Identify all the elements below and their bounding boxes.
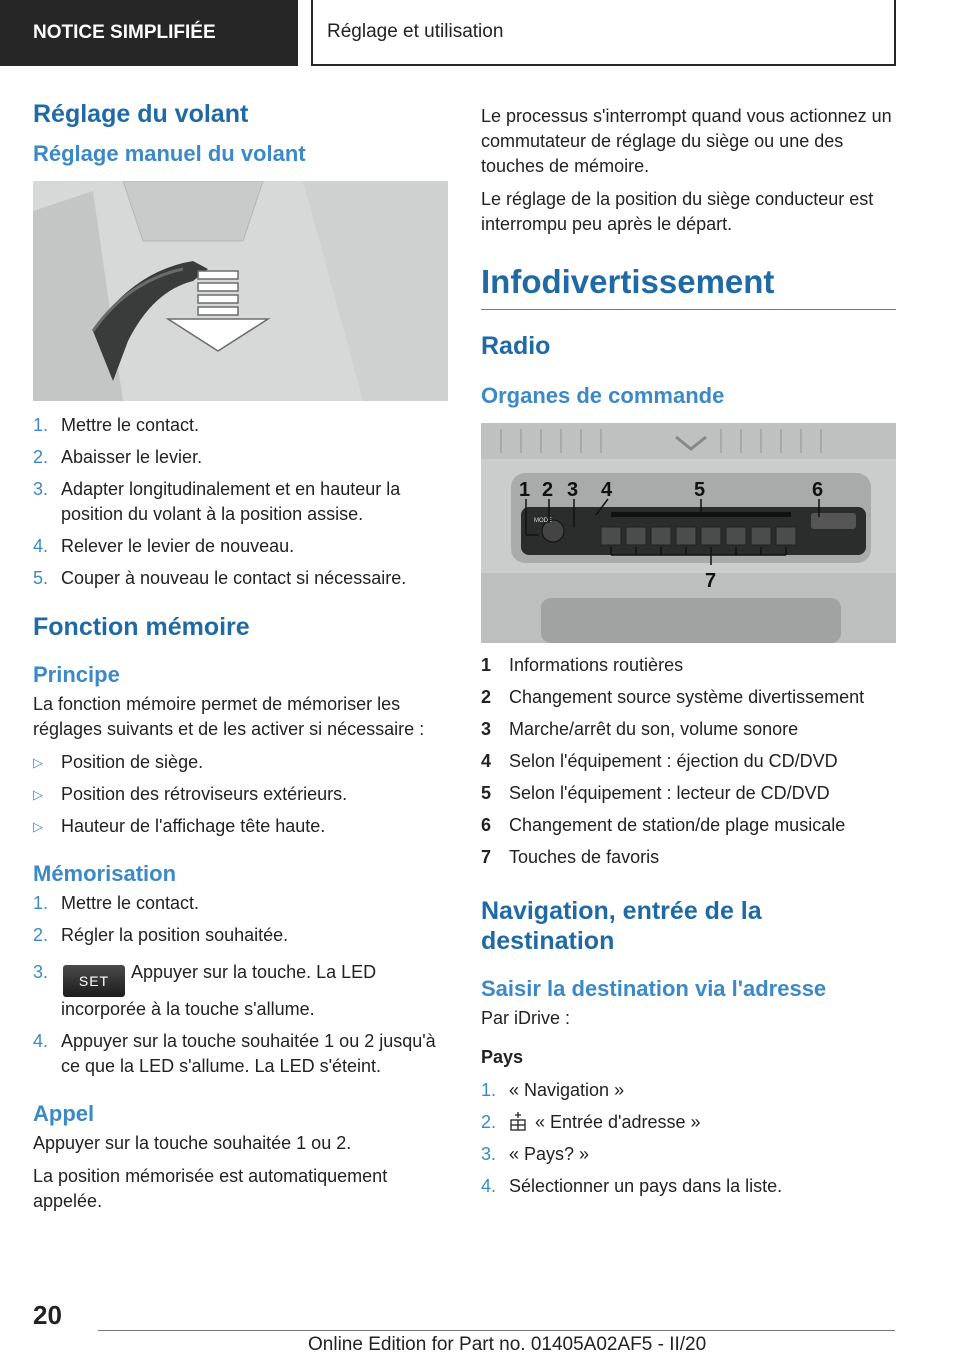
legend-key: 7	[481, 847, 492, 867]
callout-4: 4	[601, 479, 613, 501]
step-text: Adapter longitudinalement et en hauteur la position du volant à la position assise.	[61, 479, 401, 524]
step-number: 1.	[33, 893, 49, 913]
list-item	[481, 781, 896, 806]
callout-6: 6	[812, 479, 824, 501]
step-number: 4.	[33, 536, 49, 556]
list-item	[481, 685, 896, 710]
list-item	[33, 750, 448, 775]
step-text: Mettre le contact.	[61, 415, 200, 435]
legend-text: Selon l'équipement : éjection du CD/DVD	[509, 751, 838, 771]
step-number: 1.	[481, 1080, 497, 1100]
list-item	[33, 534, 448, 559]
list-item	[481, 813, 896, 838]
step-text: Mettre le contact.	[61, 893, 200, 913]
heading-reglage-manuel: Réglage manuel du volant	[33, 141, 306, 166]
bullet-text: Position de siège.	[61, 752, 204, 772]
par-idrive-text: Par iDrive :	[481, 1008, 571, 1028]
list-item	[481, 749, 896, 774]
principe-paragraph: La fonction mémoire permet de mémoriser les réglages suivants et de les activer si nécessaire :	[33, 694, 425, 739]
heading-memorisation: Mémorisation	[33, 861, 177, 886]
heading-navigation: Navigation, entrée de la destination	[481, 897, 762, 955]
bullet-text: Hauteur de l'affichage tête haute.	[61, 816, 326, 836]
legend-key: 3	[481, 719, 492, 739]
heading-fonction-memoire: Fonction mémoire	[33, 613, 250, 641]
header-section-label: NOTICE SIMPLIFIÉE	[33, 22, 216, 43]
list-item	[33, 782, 448, 807]
callout-2: 2	[542, 479, 554, 501]
step-text: Appuyer sur la touche souhaitée 1 ou 2 jusqu'à ce que la LED s'allume. La LED s'éteint.	[61, 1031, 436, 1076]
appel-paragraph-2: La position mémorisée est automatiquement appelée.	[33, 1166, 388, 1211]
heading-infodivertissement: Infodivertissement	[481, 263, 896, 310]
radio-controls-illustration	[481, 423, 896, 643]
radio-panel-drawing	[481, 423, 896, 643]
callout-1: 1	[519, 479, 531, 501]
legend-key: 4	[481, 751, 492, 771]
steering-lever-illustration	[33, 181, 448, 401]
heading-appel: Appel	[33, 1101, 95, 1126]
step-number: 1.	[33, 415, 49, 435]
list-item	[33, 923, 448, 948]
navigation-steps-list	[481, 1078, 896, 1199]
callout-3: 3	[567, 479, 579, 501]
footer-edition: Online Edition for Part no. 01405A02AF5 - II/20	[308, 1334, 707, 1355]
list-item	[481, 1078, 896, 1103]
list-item	[33, 960, 448, 1022]
list-item	[481, 653, 896, 678]
callout-7: 7	[705, 570, 717, 592]
step-number: 3.	[481, 1144, 497, 1164]
heading-principe: Principe	[33, 662, 120, 687]
step-text: Relever le levier de nouveau.	[61, 536, 295, 556]
intro-paragraph-1: Le processus s'interrompt quand vous actionnez un commutateur de réglage du siège ou une des touches de mémoire.	[481, 106, 892, 176]
triangle-bullet-icon: ▷	[33, 787, 43, 802]
step-text: « Entrée d'adresse »	[535, 1112, 701, 1132]
right-column	[481, 104, 896, 1206]
list-item	[33, 1029, 448, 1079]
infotainment-section	[481, 263, 896, 310]
appel-paragraph-1: Appuyer sur la touche souhaitée 1 ou 2.	[33, 1133, 352, 1153]
steering-lever-drawing	[33, 181, 448, 401]
legend-key: 5	[481, 783, 492, 803]
figure-mode-label: MODE	[534, 518, 552, 524]
list-item	[33, 814, 448, 839]
step-text: Régler la position souhaitée.	[61, 925, 289, 945]
step-text: « Navigation »	[509, 1080, 625, 1100]
list-item	[33, 891, 448, 916]
list-item	[33, 566, 448, 591]
heading-reglage-volant: Réglage du volant	[33, 100, 249, 128]
legend-key: 2	[481, 687, 492, 707]
legend-text: Selon l'équipement : lecteur de CD/DVD	[509, 783, 830, 803]
bullet-text: Position des rétroviseurs extérieurs.	[61, 784, 348, 804]
legend-key: 6	[481, 815, 492, 835]
step-number: 2.	[33, 447, 49, 467]
list-item	[33, 413, 448, 438]
pays-label: Pays	[481, 1047, 524, 1067]
step-number: 4.	[33, 1031, 49, 1051]
step-number: 3.	[33, 962, 49, 982]
callout-5: 5	[694, 479, 706, 501]
header-chapter-label: Réglage et utilisation	[327, 21, 504, 42]
list-item	[481, 1174, 896, 1199]
triangle-bullet-icon: ▷	[33, 819, 43, 834]
step-text: Sélectionner un pays dans la liste.	[509, 1176, 783, 1196]
step-number: 2.	[481, 1112, 497, 1132]
heading-organes: Organes de commande	[481, 383, 725, 408]
step-number: 2.	[33, 925, 49, 945]
legend-text: Informations routières	[509, 655, 684, 675]
radio-legend-list	[481, 653, 896, 870]
list-item	[481, 845, 896, 870]
legend-text: Touches de favoris	[509, 847, 660, 867]
list-item	[33, 445, 448, 470]
left-column	[33, 100, 448, 1222]
memory-features-list	[33, 750, 448, 839]
heading-saisir-destination: Saisir la destination via l'adresse	[481, 976, 827, 1001]
footer-divider	[98, 1330, 895, 1331]
step-number: 4.	[481, 1176, 497, 1196]
list-item	[481, 1142, 896, 1167]
legend-key: 1	[481, 655, 492, 675]
legend-text: Changement source système divertissement	[509, 687, 865, 707]
steering-steps-list	[33, 413, 448, 591]
header-section-tab	[0, 0, 298, 66]
legend-text: Marche/arrêt du son, volume sonore	[509, 719, 799, 739]
heading-radio: Radio	[481, 332, 551, 360]
list-item	[481, 1110, 896, 1135]
set-key-icon: SET	[63, 965, 125, 997]
page-number: 20	[33, 1300, 62, 1330]
header-chapter-box	[311, 0, 896, 66]
address-entry-icon	[509, 1111, 527, 1131]
list-item	[33, 477, 448, 527]
step-text: Couper à nouveau le contact si nécessaire.	[61, 568, 407, 588]
list-item	[481, 717, 896, 742]
step-text: Appuyer sur la touche. La LED incorporée à la touche s'allume.	[61, 962, 377, 1019]
step-text: Abaisser le levier.	[61, 447, 203, 467]
memorisation-steps-list	[33, 891, 448, 1079]
intro-paragraph-2: Le réglage de la position du siège conducteur est interrompu peu après le départ.	[481, 189, 874, 234]
triangle-bullet-icon: ▷	[33, 755, 43, 770]
legend-text: Changement de station/de plage musicale	[509, 815, 846, 835]
step-number: 3.	[33, 479, 49, 499]
step-number: 5.	[33, 568, 49, 588]
step-text: « Pays? »	[509, 1144, 590, 1164]
